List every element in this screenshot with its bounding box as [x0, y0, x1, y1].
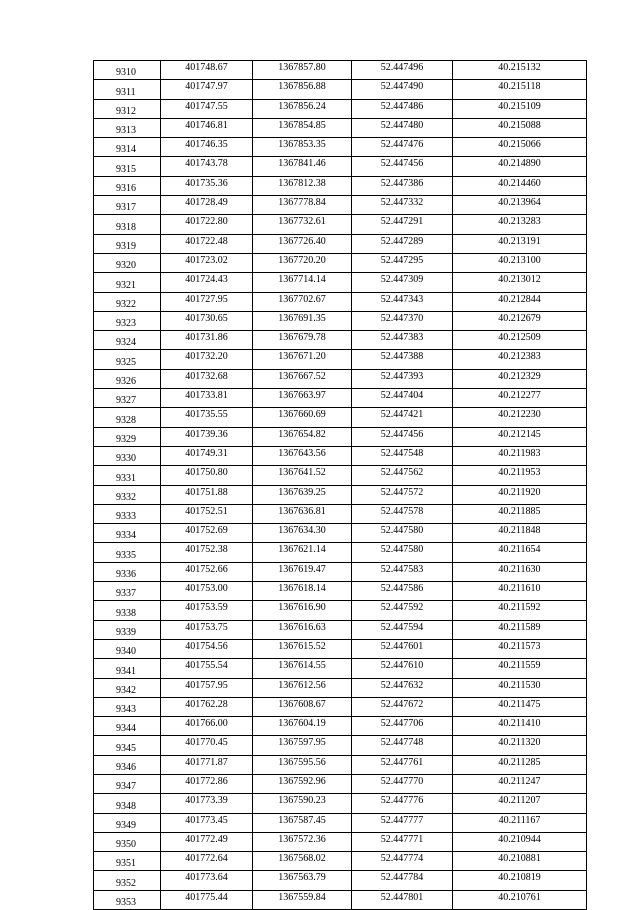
table-row: [94, 138, 587, 157]
x-coordinate-cell: 401754.56: [161, 639, 253, 658]
y-coordinate-cell: 1367854.85: [253, 118, 352, 137]
x-coordinate-cell: 401727.95: [161, 292, 253, 311]
longitude-cell: 40.211573: [453, 639, 587, 658]
point-number-cell: 9334: [94, 524, 161, 543]
x-coordinate-cell: 401773.39: [161, 794, 253, 813]
point-number-cell: 9352: [94, 871, 161, 890]
latitude-cell: 52.447748: [352, 736, 453, 755]
point-number-cell: 9339: [94, 620, 161, 639]
point-number-cell: 9315: [94, 157, 161, 176]
table-row: [94, 582, 587, 601]
table-row: [94, 485, 587, 504]
latitude-cell: 52.447490: [352, 80, 453, 99]
latitude-cell: 52.447770: [352, 774, 453, 793]
latitude-cell: 52.447309: [352, 273, 453, 292]
x-coordinate-cell: 401772.49: [161, 832, 253, 851]
table-row: [94, 157, 587, 176]
longitude-cell: 40.210881: [453, 852, 587, 871]
y-coordinate-cell: 1367621.14: [253, 543, 352, 562]
table-row: [94, 331, 587, 350]
x-coordinate-cell: 401723.02: [161, 253, 253, 272]
latitude-cell: 52.447480: [352, 118, 453, 137]
latitude-cell: 52.447332: [352, 196, 453, 215]
y-coordinate-cell: 1367595.56: [253, 755, 352, 774]
x-coordinate-cell: 401766.00: [161, 717, 253, 736]
longitude-cell: 40.213191: [453, 234, 587, 253]
y-coordinate-cell: 1367856.24: [253, 99, 352, 118]
point-number-cell: 9340: [94, 639, 161, 658]
x-coordinate-cell: 401747.97: [161, 80, 253, 99]
x-coordinate-cell: 401751.88: [161, 485, 253, 504]
point-number-cell: 9330: [94, 446, 161, 465]
x-coordinate-cell: 401750.80: [161, 466, 253, 485]
y-coordinate-cell: 1367660.69: [253, 408, 352, 427]
x-coordinate-cell: 401772.86: [161, 774, 253, 793]
table-row: [94, 736, 587, 755]
latitude-cell: 52.447771: [352, 832, 453, 851]
y-coordinate-cell: 1367667.52: [253, 369, 352, 388]
longitude-cell: 40.211630: [453, 562, 587, 581]
longitude-cell: 40.211559: [453, 659, 587, 678]
latitude-cell: 52.447578: [352, 504, 453, 523]
x-coordinate-cell: 401752.69: [161, 524, 253, 543]
longitude-cell: 40.211247: [453, 774, 587, 793]
point-number-cell: 9332: [94, 485, 161, 504]
latitude-cell: 52.447592: [352, 601, 453, 620]
y-coordinate-cell: 1367590.23: [253, 794, 352, 813]
x-coordinate-cell: 401746.35: [161, 138, 253, 157]
x-coordinate-cell: 401731.86: [161, 331, 253, 350]
point-number-cell: 9331: [94, 466, 161, 485]
y-coordinate-cell: 1367572.36: [253, 832, 352, 851]
longitude-cell: 40.212844: [453, 292, 587, 311]
latitude-cell: 52.447289: [352, 234, 453, 253]
point-number-cell: 9318: [94, 215, 161, 234]
y-coordinate-cell: 1367619.47: [253, 562, 352, 581]
point-number-cell: 9317: [94, 196, 161, 215]
y-coordinate-cell: 1367643.56: [253, 446, 352, 465]
latitude-cell: 52.447486: [352, 99, 453, 118]
point-number-cell: 9312: [94, 99, 161, 118]
latitude-cell: 52.447586: [352, 582, 453, 601]
point-number-cell: 9314: [94, 138, 161, 157]
table-row: [94, 890, 587, 909]
table-row: [94, 504, 587, 523]
longitude-cell: 40.211410: [453, 717, 587, 736]
table-row: [94, 678, 587, 697]
table-row: [94, 717, 587, 736]
y-coordinate-cell: 1367679.78: [253, 331, 352, 350]
table-row: [94, 234, 587, 253]
latitude-cell: 52.447393: [352, 369, 453, 388]
longitude-cell: 40.215088: [453, 118, 587, 137]
longitude-cell: 40.211285: [453, 755, 587, 774]
longitude-cell: 40.211475: [453, 697, 587, 716]
longitude-cell: 40.211592: [453, 601, 587, 620]
longitude-cell: 40.214460: [453, 176, 587, 195]
latitude-cell: 52.447383: [352, 331, 453, 350]
longitude-cell: 40.212145: [453, 427, 587, 446]
table-row: [94, 543, 587, 562]
longitude-cell: 40.211953: [453, 466, 587, 485]
point-number-cell: 9343: [94, 697, 161, 716]
latitude-cell: 52.447562: [352, 466, 453, 485]
y-coordinate-cell: 1367618.14: [253, 582, 352, 601]
point-number-cell: 9336: [94, 562, 161, 581]
latitude-cell: 52.447594: [352, 620, 453, 639]
y-coordinate-cell: 1367614.55: [253, 659, 352, 678]
latitude-cell: 52.447774: [352, 852, 453, 871]
y-coordinate-cell: 1367841.46: [253, 157, 352, 176]
x-coordinate-cell: 401775.44: [161, 890, 253, 909]
latitude-cell: 52.447583: [352, 562, 453, 581]
point-number-cell: 9344: [94, 717, 161, 736]
y-coordinate-cell: 1367691.35: [253, 311, 352, 330]
y-coordinate-cell: 1367639.25: [253, 485, 352, 504]
longitude-cell: 40.211530: [453, 678, 587, 697]
point-number-cell: 9328: [94, 408, 161, 427]
longitude-cell: 40.211983: [453, 446, 587, 465]
latitude-cell: 52.447343: [352, 292, 453, 311]
table-row: [94, 176, 587, 195]
point-number-cell: 9316: [94, 176, 161, 195]
point-number-cell: 9347: [94, 774, 161, 793]
latitude-cell: 52.447295: [352, 253, 453, 272]
x-coordinate-cell: 401753.59: [161, 601, 253, 620]
longitude-cell: 40.211167: [453, 813, 587, 832]
y-coordinate-cell: 1367636.81: [253, 504, 352, 523]
point-number-cell: 9324: [94, 331, 161, 350]
y-coordinate-cell: 1367604.19: [253, 717, 352, 736]
coordinates-table-body: [94, 61, 587, 910]
latitude-cell: 52.447601: [352, 639, 453, 658]
x-coordinate-cell: 401773.64: [161, 871, 253, 890]
longitude-cell: 40.212679: [453, 311, 587, 330]
x-coordinate-cell: 401724.43: [161, 273, 253, 292]
latitude-cell: 52.447776: [352, 794, 453, 813]
longitude-cell: 40.211207: [453, 794, 587, 813]
x-coordinate-cell: 401732.20: [161, 350, 253, 369]
longitude-cell: 40.212230: [453, 408, 587, 427]
x-coordinate-cell: 401735.36: [161, 176, 253, 195]
latitude-cell: 52.447706: [352, 717, 453, 736]
latitude-cell: 52.447801: [352, 890, 453, 909]
y-coordinate-cell: 1367641.52: [253, 466, 352, 485]
x-coordinate-cell: 401728.49: [161, 196, 253, 215]
latitude-cell: 52.447496: [352, 61, 453, 80]
longitude-cell: 40.210819: [453, 871, 587, 890]
table-row: [94, 871, 587, 890]
point-number-cell: 9350: [94, 832, 161, 851]
table-row: [94, 832, 587, 851]
latitude-cell: 52.447291: [352, 215, 453, 234]
table-row: [94, 794, 587, 813]
latitude-cell: 52.447388: [352, 350, 453, 369]
table-row: [94, 408, 587, 427]
y-coordinate-cell: 1367778.84: [253, 196, 352, 215]
table-row: [94, 389, 587, 408]
y-coordinate-cell: 1367857.80: [253, 61, 352, 80]
point-number-cell: 9349: [94, 813, 161, 832]
x-coordinate-cell: 401773.45: [161, 813, 253, 832]
point-number-cell: 9310: [94, 61, 161, 80]
table-row: [94, 620, 587, 639]
longitude-cell: 40.213283: [453, 215, 587, 234]
longitude-cell: 40.211885: [453, 504, 587, 523]
y-coordinate-cell: 1367812.38: [253, 176, 352, 195]
x-coordinate-cell: 401753.00: [161, 582, 253, 601]
table-row: [94, 813, 587, 832]
x-coordinate-cell: 401749.31: [161, 446, 253, 465]
y-coordinate-cell: 1367587.45: [253, 813, 352, 832]
table-row: [94, 601, 587, 620]
table-row: [94, 697, 587, 716]
x-coordinate-cell: 401722.48: [161, 234, 253, 253]
latitude-cell: 52.447784: [352, 871, 453, 890]
x-coordinate-cell: 401752.66: [161, 562, 253, 581]
longitude-cell: 40.213964: [453, 196, 587, 215]
longitude-cell: 40.210944: [453, 832, 587, 851]
y-coordinate-cell: 1367568.02: [253, 852, 352, 871]
y-coordinate-cell: 1367592.96: [253, 774, 352, 793]
x-coordinate-cell: 401748.67: [161, 61, 253, 80]
point-number-cell: 9311: [94, 80, 161, 99]
point-number-cell: 9333: [94, 504, 161, 523]
table-row: [94, 292, 587, 311]
x-coordinate-cell: 401722.80: [161, 215, 253, 234]
latitude-cell: 52.447580: [352, 543, 453, 562]
x-coordinate-cell: 401730.65: [161, 311, 253, 330]
point-number-cell: 9329: [94, 427, 161, 446]
y-coordinate-cell: 1367654.82: [253, 427, 352, 446]
y-coordinate-cell: 1367671.20: [253, 350, 352, 369]
point-number-cell: 9319: [94, 234, 161, 253]
longitude-cell: 40.213012: [453, 273, 587, 292]
y-coordinate-cell: 1367720.20: [253, 253, 352, 272]
y-coordinate-cell: 1367634.30: [253, 524, 352, 543]
latitude-cell: 52.447632: [352, 678, 453, 697]
latitude-cell: 52.447404: [352, 389, 453, 408]
longitude-cell: 40.211610: [453, 582, 587, 601]
table-row: [94, 253, 587, 272]
point-number-cell: 9323: [94, 311, 161, 330]
latitude-cell: 52.447370: [352, 311, 453, 330]
longitude-cell: 40.211920: [453, 485, 587, 504]
point-number-cell: 9321: [94, 273, 161, 292]
table-row: [94, 61, 587, 80]
point-number-cell: 9335: [94, 543, 161, 562]
longitude-cell: 40.215132: [453, 61, 587, 80]
table-row: [94, 196, 587, 215]
longitude-cell: 40.210761: [453, 890, 587, 909]
x-coordinate-cell: 401771.87: [161, 755, 253, 774]
latitude-cell: 52.447421: [352, 408, 453, 427]
latitude-cell: 52.447456: [352, 157, 453, 176]
table-row: [94, 427, 587, 446]
x-coordinate-cell: 401757.95: [161, 678, 253, 697]
table-row: [94, 562, 587, 581]
table-row: [94, 659, 587, 678]
longitude-cell: 40.215109: [453, 99, 587, 118]
point-number-cell: 9326: [94, 369, 161, 388]
longitude-cell: 40.211589: [453, 620, 587, 639]
table-row: [94, 80, 587, 99]
point-number-cell: 9353: [94, 890, 161, 909]
longitude-cell: 40.215066: [453, 138, 587, 157]
latitude-cell: 52.447386: [352, 176, 453, 195]
y-coordinate-cell: 1367714.14: [253, 273, 352, 292]
x-coordinate-cell: 401732.68: [161, 369, 253, 388]
x-coordinate-cell: 401746.81: [161, 118, 253, 137]
y-coordinate-cell: 1367615.52: [253, 639, 352, 658]
x-coordinate-cell: 401770.45: [161, 736, 253, 755]
y-coordinate-cell: 1367608.67: [253, 697, 352, 716]
y-coordinate-cell: 1367853.35: [253, 138, 352, 157]
longitude-cell: 40.212277: [453, 389, 587, 408]
table-row: [94, 852, 587, 871]
point-number-cell: 9337: [94, 582, 161, 601]
longitude-cell: 40.213100: [453, 253, 587, 272]
x-coordinate-cell: 401752.38: [161, 543, 253, 562]
x-coordinate-cell: 401739.36: [161, 427, 253, 446]
latitude-cell: 52.447572: [352, 485, 453, 504]
y-coordinate-cell: 1367563.79: [253, 871, 352, 890]
x-coordinate-cell: 401772.64: [161, 852, 253, 871]
table-row: [94, 466, 587, 485]
x-coordinate-cell: 401735.55: [161, 408, 253, 427]
point-number-cell: 9345: [94, 736, 161, 755]
latitude-cell: 52.447610: [352, 659, 453, 678]
x-coordinate-cell: 401747.55: [161, 99, 253, 118]
coordinates-table: [93, 60, 587, 910]
y-coordinate-cell: 1367726.40: [253, 234, 352, 253]
y-coordinate-cell: 1367702.67: [253, 292, 352, 311]
latitude-cell: 52.447672: [352, 697, 453, 716]
latitude-cell: 52.447476: [352, 138, 453, 157]
point-number-cell: 9322: [94, 292, 161, 311]
longitude-cell: 40.212329: [453, 369, 587, 388]
point-number-cell: 9327: [94, 389, 161, 408]
longitude-cell: 40.211848: [453, 524, 587, 543]
table-row: [94, 369, 587, 388]
point-number-cell: 9342: [94, 678, 161, 697]
y-coordinate-cell: 1367597.95: [253, 736, 352, 755]
latitude-cell: 52.447580: [352, 524, 453, 543]
longitude-cell: 40.212383: [453, 350, 587, 369]
table-row: [94, 755, 587, 774]
longitude-cell: 40.214890: [453, 157, 587, 176]
latitude-cell: 52.447548: [352, 446, 453, 465]
x-coordinate-cell: 401743.78: [161, 157, 253, 176]
x-coordinate-cell: 401755.54: [161, 659, 253, 678]
table-row: [94, 215, 587, 234]
table-row: [94, 350, 587, 369]
y-coordinate-cell: 1367856.88: [253, 80, 352, 99]
table-row: [94, 446, 587, 465]
y-coordinate-cell: 1367616.90: [253, 601, 352, 620]
point-number-cell: 9325: [94, 350, 161, 369]
y-coordinate-cell: 1367559.84: [253, 890, 352, 909]
y-coordinate-cell: 1367663.97: [253, 389, 352, 408]
longitude-cell: 40.212509: [453, 331, 587, 350]
x-coordinate-cell: 401762.28: [161, 697, 253, 716]
latitude-cell: 52.447777: [352, 813, 453, 832]
point-number-cell: 9351: [94, 852, 161, 871]
x-coordinate-cell: 401733.81: [161, 389, 253, 408]
point-number-cell: 9348: [94, 794, 161, 813]
latitude-cell: 52.447761: [352, 755, 453, 774]
point-number-cell: 9341: [94, 659, 161, 678]
x-coordinate-cell: 401752.51: [161, 504, 253, 523]
y-coordinate-cell: 1367616.63: [253, 620, 352, 639]
longitude-cell: 40.211654: [453, 543, 587, 562]
y-coordinate-cell: 1367612.56: [253, 678, 352, 697]
longitude-cell: 40.215118: [453, 80, 587, 99]
longitude-cell: 40.211320: [453, 736, 587, 755]
y-coordinate-cell: 1367732.61: [253, 215, 352, 234]
table-row: [94, 774, 587, 793]
latitude-cell: 52.447456: [352, 427, 453, 446]
point-number-cell: 9320: [94, 253, 161, 272]
table-row: [94, 311, 587, 330]
x-coordinate-cell: 401753.75: [161, 620, 253, 639]
point-number-cell: 9338: [94, 601, 161, 620]
table-row: [94, 524, 587, 543]
point-number-cell: 9346: [94, 755, 161, 774]
table-row: [94, 118, 587, 137]
point-number-cell: 9313: [94, 118, 161, 137]
table-row: [94, 273, 587, 292]
table-row: [94, 639, 587, 658]
table-row: [94, 99, 587, 118]
